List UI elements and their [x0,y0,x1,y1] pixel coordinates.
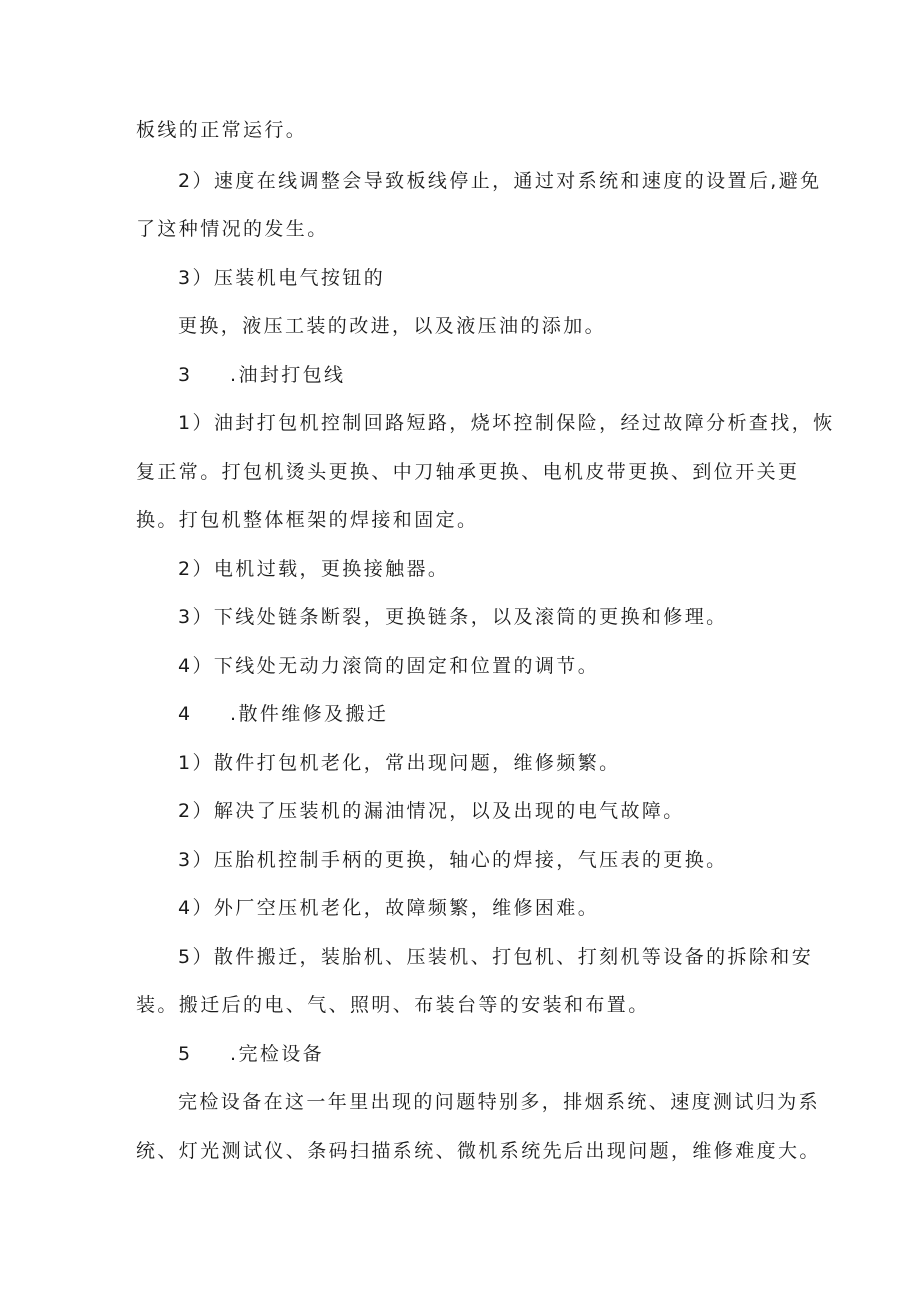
section-number: 3 [178,364,193,386]
text-line: 4）外厂空压机老化，故障频繁，维修困难。 [178,897,600,919]
text-line: 更换，液压工装的改进，以及液压油的添加。 [178,315,607,337]
text-line: 统、灯光测试仪、条码扫描系统、微机系统先后出现问题，维修难度大。 [136,1140,821,1162]
text-line: 2）速度在线调整会导致板线停止，通过对系统和速度的设置后,避免 [178,170,822,192]
section-title: .油封打包线 [230,364,346,386]
text-line: 板线的正常运行。 [136,119,308,141]
text-line: 4）下线处无动力滚筒的固定和位置的调节。 [178,655,600,677]
section-number: 5 [178,1043,193,1065]
text-line: 3）下线处链条断裂，更换链条，以及滚筒的更换和修理。 [178,606,728,628]
text-line: 装。搬迁后的电、气、照明、布装台等的安装和布置。 [136,994,650,1016]
section-title: .散件维修及搬迁 [230,703,389,725]
text-line: 1）散件打包机老化，常出现问题，维修频繁。 [178,752,621,774]
section-number: 4 [178,703,193,725]
text-line: 2）电机过载，更换接触器。 [178,558,450,580]
text-line: 了这种情况的发生。 [136,218,329,240]
text-line: 3）压胎机控制手柄的更换，轴心的焊接，气压表的更换。 [178,849,728,871]
section-heading [178,362,345,388]
text-line: 2）解决了压装机的漏油情况，以及出现的电气故障。 [178,800,685,822]
text-line: 1）油封打包机控制回路短路，烧坏控制保险，经过故障分析查找，恢 [178,412,835,434]
section-heading [178,1041,324,1067]
text-line: 复正常。打包机烫头更换、中刀轴承更换、电机皮带更换、到位开关更 [136,461,800,483]
section-title: .完检设备 [230,1043,325,1065]
text-line: 3）压装机电气按钮的 [178,267,386,289]
section-heading [178,701,388,727]
text-line: 完检设备在这一年里出现的问题特别多，排烟系统、速度测试归为系 [178,1091,821,1113]
text-line: 5）散件搬迁，装胎机、压装机、打包机、打刻机等设备的拆除和安 [178,946,814,968]
text-line: 换。打包机整体框架的焊接和固定。 [136,509,479,531]
